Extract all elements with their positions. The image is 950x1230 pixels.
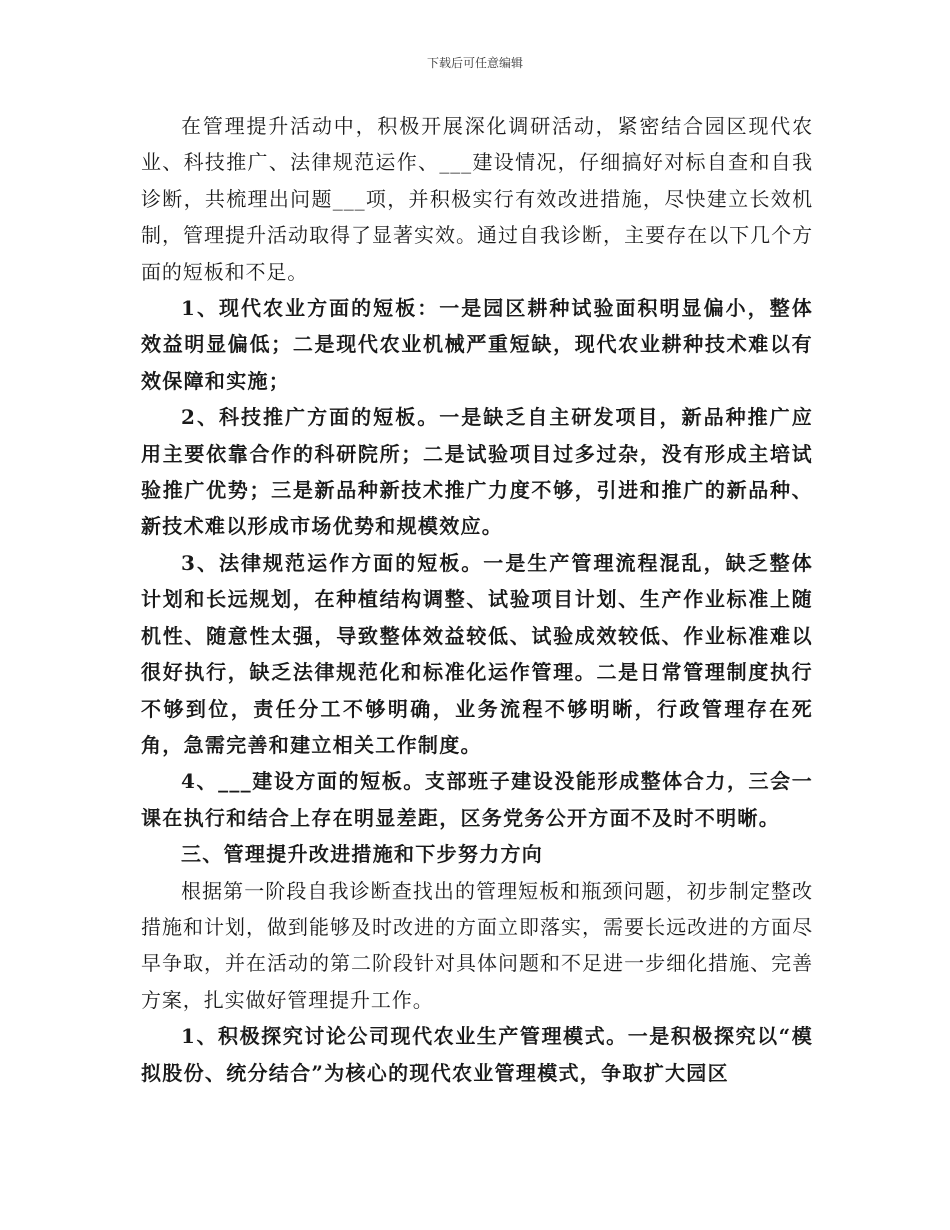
paragraph-management-model: 1、积极探究讨论公司现代农业生产管理模式。一是积极探究以“模拟股份、统分结合”为核心的现代农业管理模式，争取扩大园区	[141, 1024, 813, 1085]
section-heading-three: 三、管理提升改进措施和下步努力方向	[181, 842, 544, 867]
paragraph-improvement-plan: 根据第一阶段自我诊断查找出的管理短板和瓶颈问题，初步制定整改措施和计划，做到能够及时改进的方面立即落实，需要长远改进的方面尽早争取，并在活动的第二阶段针对具体问题和不足进一步细化措施、完善方案，扎实做好管理提升工作。	[141, 878, 813, 1012]
document-body	[141, 108, 813, 1091]
paragraph-tech-promotion: 2、科技推广方面的短板。一是缺乏自主研发项目，新品种推广应用主要依靠合作的科研院所；二是试验项目过多过杂，没有形成主培试验推广优势；三是新品种新技术推广力度不够，引进和推广的新品种、新技术难以形成市场优势和规模效应。	[141, 405, 813, 539]
paragraph-legal-operation: 3、法律规范运作方面的短板。一是生产管理流程混乱，缺乏整体计划和长远规划，在种植结构调整、试验项目计划、生产作业标准上随机性、随意性太强，导致整体效益较低、试验成效较低、作业标准难以很好执行，缺乏法律规范化和标准化运作管理。二是日常管理制度执行不够到位，责任分工不够明确，业务流程不够明晰，行政管理存在死角，急需完善和建立相关工作制度。	[141, 550, 813, 757]
intro-paragraph: 在管理提升活动中，积极开展深化调研活动，紧密结合园区现代农业、科技推广、法律规范运作、___建设情况，仔细搞好对标自查和自我诊断，共梳理出问题___项，并积极实行有效改进措施，尽快建立长效机制，管理提升活动取得了显著实效。通过自我诊断，主要存在以下几个方面的短板和不足。	[141, 114, 813, 284]
paragraph-modern-agriculture: 1、现代农业方面的短板：一是园区耕种试验面积明显偏小，整体效益明显偏低；二是现代农业机械严重短缺，现代农业耕种技术难以有效保障和实施；	[141, 296, 813, 393]
paragraph-construction: 4、___建设方面的短板。支部班子建设没能形成整体合力，三会一课在执行和结合上存在明显差距，区务党务公开方面不及时不明晰。	[141, 769, 813, 830]
page-header: 下载后可任意编辑	[426, 56, 523, 70]
